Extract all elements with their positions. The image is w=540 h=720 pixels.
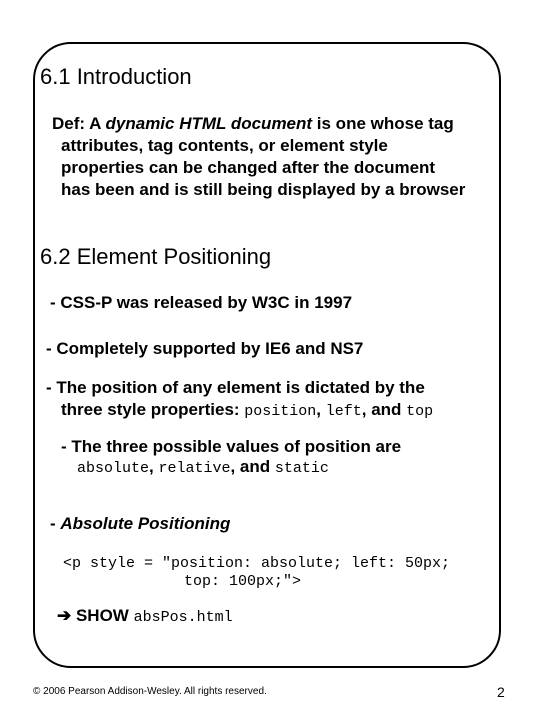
bullet-position-line-1: - The position of any element is dictated by the — [46, 378, 425, 397]
code-absolute: absolute — [77, 460, 150, 477]
show-filename: absPos.html — [133, 609, 233, 626]
definition-line-2: attributes, tag contents, or element style — [61, 136, 388, 155]
code-static: static — [274, 460, 329, 477]
bullet-cssp: - CSS-P was released by W3C in 1997 — [50, 293, 353, 312]
def-term: dynamic HTML document — [105, 114, 313, 133]
code-line-2: top: 100px;"> — [184, 573, 302, 590]
show-line — [57, 605, 233, 629]
section-heading-element-positioning: 6.2 Element Positioning — [40, 244, 272, 269]
def-line1-rest: is one whose tag — [312, 114, 454, 133]
comma: , — [316, 400, 326, 419]
code-relative: relative — [158, 460, 231, 477]
absolute-positioning-title: Absolute Positioning — [60, 514, 231, 533]
copyright-footer: © 2006 Pearson Addison-Wesley. All rights reserved. — [33, 686, 267, 697]
page-number: 2 — [497, 684, 505, 700]
def-prefix: Def: A — [52, 114, 106, 133]
style-properties-text: three style properties: — [61, 400, 245, 419]
code-line-1: <p style = "position: absolute; left: 50px; — [63, 555, 451, 572]
bullet-position-line-2 — [61, 399, 433, 423]
section-heading-introduction: 6.1 Introduction — [40, 64, 192, 89]
comma-and: , and — [230, 457, 275, 476]
code-top: top — [406, 403, 434, 420]
sub-bullet-values-line-1: - The three possible values of position are — [61, 437, 402, 456]
dash: - — [50, 514, 61, 533]
comma-and: , and — [361, 400, 407, 419]
definition-line-3: properties can be changed after the document — [61, 158, 436, 177]
show-label: SHOW — [71, 606, 134, 625]
arrow-right-icon: ➔ — [57, 606, 72, 625]
definition-line-1 — [52, 113, 454, 135]
code-left: left — [325, 403, 362, 420]
sub-bullet-values-line-2 — [77, 456, 329, 480]
bullet-support: - Completely supported by IE6 and NS7 — [46, 339, 364, 358]
code-position: position — [244, 403, 317, 420]
comma: , — [149, 457, 159, 476]
definition-line-4: has been and is still being displayed by a browser — [61, 180, 466, 199]
absolute-positioning-heading — [50, 513, 230, 535]
